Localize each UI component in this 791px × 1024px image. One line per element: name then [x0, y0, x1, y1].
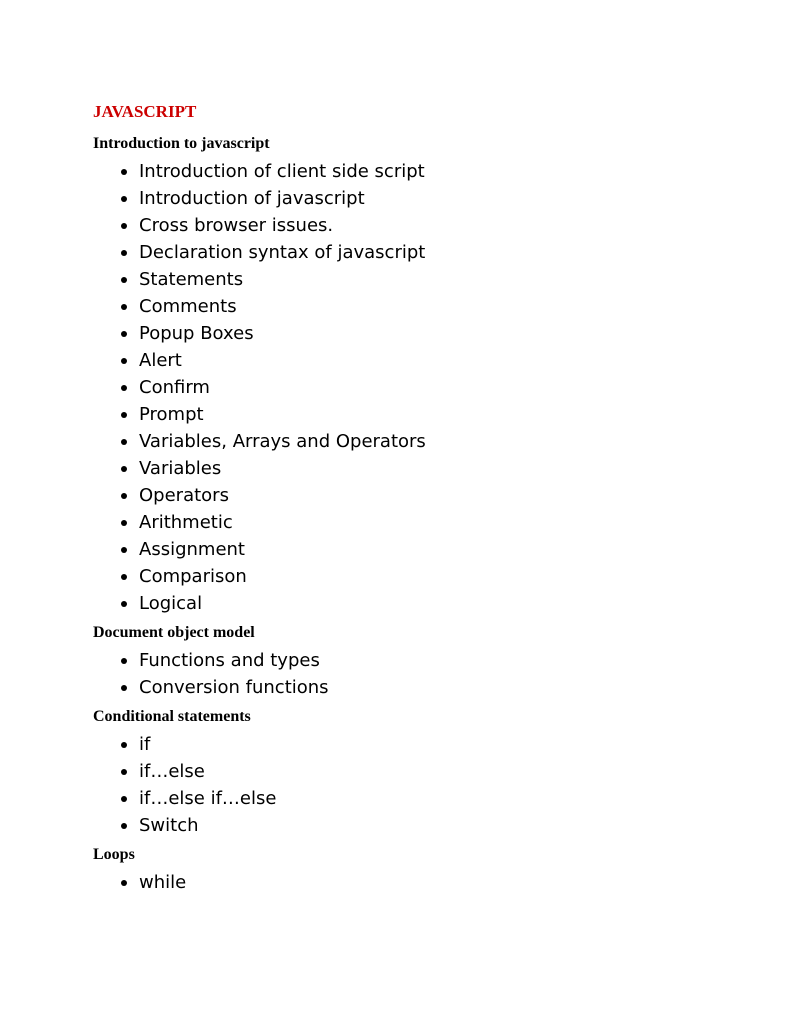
section-heading-introduction: Introduction to javascript: [93, 135, 270, 152]
bullet-icon: [121, 796, 127, 802]
list-item-text: Variables, Arrays and Operators: [139, 431, 426, 452]
list-item: [139, 320, 743, 347]
bullet-icon: [121, 304, 127, 310]
bullet-icon: [121, 250, 127, 256]
list-item: [139, 266, 743, 293]
bullet-icon: [121, 466, 127, 472]
bullet-icon: [121, 658, 127, 664]
bullet-icon: [121, 547, 127, 553]
bullet-icon: [121, 769, 127, 775]
bullet-icon: [121, 880, 127, 886]
bullet-icon: [121, 385, 127, 391]
list-item-text: Introduction of javascript: [139, 188, 365, 209]
list-item: [139, 401, 743, 428]
list-item: [139, 347, 743, 374]
bullet-icon: [121, 685, 127, 691]
list-item: [139, 563, 743, 590]
list-item: [139, 758, 743, 785]
topic-list-document-object-model: [93, 647, 743, 701]
topic-list-conditional-statements: [93, 731, 743, 839]
list-item-text: Comments: [139, 296, 237, 317]
list-item: [139, 785, 743, 812]
list-item-text: Comparison: [139, 566, 247, 587]
list-item: [139, 731, 743, 758]
list-item: [139, 455, 743, 482]
list-item: [139, 869, 743, 896]
list-item: [139, 185, 743, 212]
bullet-icon: [121, 358, 127, 364]
bullet-icon: [121, 574, 127, 580]
list-item-text: if…else if…else: [139, 788, 277, 809]
list-item-text: Popup Boxes: [139, 323, 254, 344]
list-item-text: Alert: [139, 350, 182, 371]
bullet-icon: [121, 520, 127, 526]
list-item-text: Conversion functions: [139, 677, 329, 698]
list-item: [139, 509, 743, 536]
section-heading-conditional-statements: Conditional statements: [93, 708, 251, 725]
bullet-icon: [121, 169, 127, 175]
list-item-text: Introduction of client side script: [139, 161, 425, 182]
list-item-text: Variables: [139, 458, 222, 479]
bullet-icon: [121, 331, 127, 337]
list-item: [139, 590, 743, 617]
list-item-text: while: [139, 872, 187, 893]
list-item-text: Arithmetic: [139, 512, 233, 533]
bullet-icon: [121, 196, 127, 202]
list-item-text: Statements: [139, 269, 244, 290]
list-item: [139, 674, 743, 701]
bullet-icon: [121, 823, 127, 829]
list-item: [139, 239, 743, 266]
list-item: [139, 812, 743, 839]
bullet-icon: [121, 223, 127, 229]
list-item-text: Cross browser issues.: [139, 215, 334, 236]
topic-list-loops: [93, 869, 743, 896]
section-heading-document-object-model: Document object model: [93, 624, 255, 641]
list-item: [139, 428, 743, 455]
bullet-icon: [121, 439, 127, 445]
document-title: JAVASCRIPT: [93, 102, 197, 121]
list-item-text: Confirm: [139, 377, 210, 398]
document-body: [93, 100, 743, 896]
list-item-text: Declaration syntax of javascript: [139, 242, 426, 263]
list-item: [139, 536, 743, 563]
bullet-icon: [121, 493, 127, 499]
bullet-icon: [121, 742, 127, 748]
list-item-text: Logical: [139, 593, 203, 614]
list-item: [139, 482, 743, 509]
list-item: [139, 647, 743, 674]
list-item-text: if…else: [139, 761, 205, 782]
list-item: [139, 293, 743, 320]
list-item-text: Prompt: [139, 404, 204, 425]
list-item-text: Functions and types: [139, 650, 320, 671]
list-item-text: Assignment: [139, 539, 245, 560]
list-item: [139, 212, 743, 239]
list-item: [139, 158, 743, 185]
list-item-text: Operators: [139, 485, 229, 506]
list-item: [139, 374, 743, 401]
section-heading-loops: Loops: [93, 846, 135, 863]
bullet-icon: [121, 601, 127, 607]
list-item-text: Switch: [139, 815, 199, 836]
topic-list-introduction: [93, 158, 743, 617]
bullet-icon: [121, 412, 127, 418]
list-item-text: if: [139, 734, 151, 755]
bullet-icon: [121, 277, 127, 283]
